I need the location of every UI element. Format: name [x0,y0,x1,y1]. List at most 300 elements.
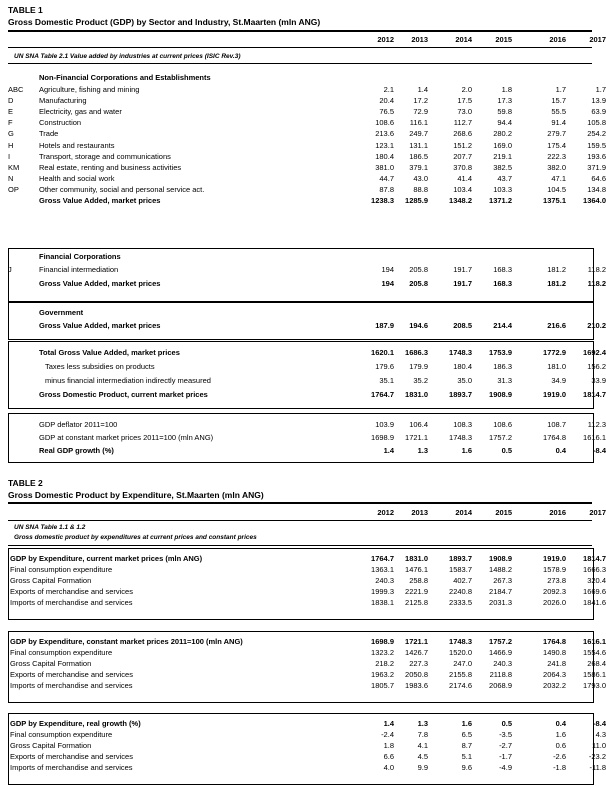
row-value-2015: 1908.9 [489,390,512,399]
row-value-2012: 108.6 [375,118,394,128]
row-label: Exports of merchandise and services [10,670,133,679]
year-header-2012: 2012 [377,508,394,517]
row-value-2013: 249.7 [409,129,428,139]
row-value-2014: 2333.5 [449,598,472,607]
row-value-2013: 9.9 [417,763,428,772]
row-code: D [8,96,14,106]
row-value-2015: 31.3 [497,376,512,385]
expenditure-row [8,647,606,658]
row-label: Transport, storage and communications [39,151,171,161]
row-label: GDP by Expenditure, constant market prices 2011=100 (mln ANG) [10,637,243,646]
row-code: N [8,173,14,183]
row-label: Gross Value Added, market prices [39,196,161,205]
row-value-2012: 180.4 [375,151,394,161]
row-value-2016: 2092.3 [543,587,566,596]
table1-note-rule [8,63,592,64]
year-header-2016: 2016 [549,508,566,517]
row-label: Taxes less subsidies on products [45,362,155,371]
industry-row [8,151,606,162]
year-header-2015: 2015 [495,508,512,517]
row-value-2015: 1757.2 [489,637,512,646]
row-value-2015: 0.5 [501,446,512,455]
row-value-2012: 1838.1 [371,598,394,607]
industry-row [8,95,606,106]
row-value-2014: 1748.3 [449,348,472,357]
row-value-2017: 1616.1 [583,433,606,442]
row-label: Gross Value Added, market prices [39,321,161,330]
row-value-2014: 108.3 [453,420,472,429]
row-value-2017: 1793.0 [583,681,606,690]
row-value-2012: 44.7 [379,173,394,183]
row-value-2017: 1814.7 [583,390,606,399]
row-label: Exports of merchandise and services [10,752,133,761]
row-value-2016: 181.0 [547,362,566,371]
row-value-2012: 218.2 [375,659,394,668]
row-value-2017: -8.4 [593,719,606,728]
table1-header-rule [8,47,592,48]
row-value-2014: 6.5 [461,730,472,739]
row-value-2013: 258.8 [409,576,428,585]
expenditure-row [8,740,606,751]
row-value-2015: 382.5 [493,162,512,172]
row-label: Electricity, gas and water [39,107,122,117]
expenditure-row [8,751,606,762]
row-value-2013: 227.3 [409,659,428,668]
row-label: Agriculture, fishing and mining [39,85,140,94]
row-value-2016: 1764.8 [543,433,566,442]
row-value-2013: 4.1 [417,741,428,750]
row-value-2013: 1.3 [417,719,428,728]
row-value-2013: 1831.0 [405,390,428,399]
row-value-2012: 20.4 [379,96,394,106]
row-label: Real GDP growth (%) [39,446,114,455]
gov-total-row [8,320,606,331]
row-value-2015: 267.3 [493,576,512,585]
row-value-2016: 1772.9 [543,348,566,357]
row-value-2017: 63.9 [591,107,606,117]
row-value-2015: -4.9 [499,763,512,772]
expenditure-row [8,762,606,773]
row-label: Imports of merchandise and services [10,763,133,772]
row-label: Gross Capital Formation [10,741,92,750]
row-value-2015: 219.1 [493,151,512,161]
row-value-2015: 1371.2 [489,196,512,205]
row-value-2015: 59.8 [497,107,512,117]
row-value-2017: 1586.1 [583,670,606,679]
row-value-2017: 320.4 [587,576,606,585]
row-value-2013: 106.4 [409,420,428,429]
row-value-2013: 1831.0 [405,554,428,563]
row-value-2014: 191.7 [453,279,472,288]
row-value-2016: 1.6 [555,730,566,739]
row-value-2017: 371.9 [587,162,606,172]
row-value-2015: 2031.3 [489,598,512,607]
row-value-2016: 222.3 [547,151,566,161]
row-value-2016: 1919.0 [543,390,566,399]
row-value-2013: 179.9 [409,362,428,371]
table2-header-rule [8,520,592,521]
row-label: Final consumption expenditure [10,648,113,657]
row-value-2014: 207.7 [453,151,472,161]
row-value-2015: 94.4 [497,118,512,128]
row-value-2015: 2118.8 [489,670,512,679]
row-value-2013: 72.9 [413,107,428,117]
row-value-2015: 168.3 [493,279,512,288]
expenditure-row [8,658,606,669]
row-label: Trade [39,129,59,139]
row-label: GDP deflator 2011=100 [39,420,118,429]
row-value-2016: 1764.8 [543,637,566,646]
row-value-2014: 180.4 [453,362,472,371]
row-value-2014: 1748.3 [449,433,472,442]
total-row [8,375,606,386]
row-code: H [8,140,14,150]
row-value-2017: 156.2 [587,362,606,371]
row-value-2017: 1692.4 [583,348,606,357]
row-value-2017: 13.9 [591,96,606,106]
row-value-2015: 169.0 [493,140,512,150]
industry-row [8,264,606,275]
row-value-2016: 0.4 [555,446,566,455]
row-label: Imports of merchandise and services [10,598,133,607]
row-value-2017: 118.2 [587,279,606,288]
row-value-2016: 2064.3 [543,670,566,679]
row-value-2017: 1.7 [595,85,606,94]
row-value-2014: 73.0 [457,107,472,117]
row-value-2016: 216.6 [547,321,566,330]
row-code: J [8,265,12,274]
row-value-2017: 1814.7 [583,554,606,563]
row-value-2017: 1841.6 [583,598,606,607]
row-value-2016: 181.2 [547,265,566,274]
row-value-2016: -1.8 [553,763,566,772]
row-value-2014: 9.6 [461,763,472,772]
table1-top-rule [8,30,592,32]
row-code: E [8,107,14,117]
row-value-2015: 108.6 [493,420,512,429]
row-value-2014: 247.0 [453,659,472,668]
row-value-2012: 123.1 [375,140,394,150]
row-label: Construction [39,118,82,128]
row-value-2016: 181.2 [547,279,566,288]
row-value-2013: 4.5 [417,752,428,761]
industry-row [8,84,606,95]
row-value-2014: 1583.7 [449,565,472,574]
row-value-2013: 194.6 [409,321,428,330]
row-value-2015: 0.5 [501,719,512,728]
year-header-2015: 2015 [495,35,512,44]
row-label: Other community, social and personal service act. [39,184,205,194]
row-value-2017: -8.4 [593,446,606,455]
industry-row [8,140,606,151]
row-value-2012: 87.8 [379,184,394,194]
row-value-2017: 159.5 [587,140,606,150]
row-label: GDP by Expenditure, current market prices (mln ANG) [10,554,203,563]
row-value-2016: 2026.0 [543,598,566,607]
table1-year-header [8,33,606,45]
row-value-2013: 1983.6 [405,681,428,690]
row-value-2015: 1466.9 [489,648,512,657]
row-value-2017: 1669.6 [583,587,606,596]
row-value-2017: 1554.6 [583,648,606,657]
row-value-2015: 1.8 [501,85,512,94]
expenditure-heading-row [8,636,606,647]
row-label: Gross Domestic Product, current market prices [39,390,208,399]
year-header-2016: 2016 [549,35,566,44]
row-value-2016: 382.0 [547,162,566,172]
row-label: Financial intermediation [39,265,119,274]
row-value-2017: 193.6 [587,151,606,161]
row-value-2014: 208.5 [453,321,472,330]
table2-year-header [8,506,606,518]
row-label: GDP at constant market prices 2011=100 (mln ANG) [39,433,214,442]
expenditure-row [8,597,606,608]
row-value-2012: 1805.7 [371,681,394,690]
row-label: Final consumption expenditure [10,565,113,574]
row-value-2012: 1.4 [383,719,394,728]
row-value-2015: 43.7 [497,173,512,183]
row-value-2013: 2221.9 [405,587,428,596]
table1-caption: TABLE 1 [8,5,43,15]
row-label: Real estate, renting and business activities [39,162,182,172]
table1-title: Gross Domestic Product (GDP) by Sector and Industry, St.Maarten (mln ANG) [8,17,321,27]
row-value-2016: 47.1 [551,173,566,183]
row-value-2017: 33.9 [591,376,606,385]
row-value-2017: 64.6 [591,173,606,183]
row-label: Gross Capital Formation [10,576,92,585]
row-value-2014: 112.7 [453,118,472,128]
row-value-2013: 1285.9 [405,196,428,205]
total-row [8,389,606,400]
gov-heading: Government [39,308,84,317]
row-value-2016: 104.5 [547,184,566,194]
row-value-2014: 1893.7 [449,554,472,563]
row-code: F [8,118,13,128]
row-value-2017: 210.2 [587,321,606,330]
row-value-2012: 103.9 [375,420,394,429]
row-value-2012: 194 [381,279,394,288]
row-value-2016: 0.6 [555,741,566,750]
industry-row [8,128,606,139]
row-code: G [8,129,14,139]
row-value-2013: 35.2 [413,376,428,385]
row-value-2017: 1364.0 [583,196,606,205]
row-value-2012: 1999.3 [371,587,394,596]
row-value-2014: 1520.0 [449,648,472,657]
expenditure-row [8,564,606,575]
row-value-2017: 11.0 [591,741,606,750]
row-value-2014: 1748.3 [449,637,472,646]
row-value-2013: 1.3 [417,446,428,455]
year-header-2017: 2017 [589,508,606,517]
row-label: Gross Capital Formation [10,659,92,668]
row-label: Imports of merchandise and services [10,681,133,690]
row-label: Final consumption expenditure [10,730,113,739]
row-value-2015: 17.3 [497,96,512,106]
row-value-2017: 254.2 [587,129,606,139]
table1-note: UN SNA Table 2.1 Value added by industries at current prices (ISIC Rev.3) [14,53,241,60]
row-value-2013: 205.8 [409,265,428,274]
fc-heading: Financial Corporations [39,252,121,261]
row-value-2015: -1.7 [499,752,512,761]
row-value-2016: 55.5 [551,107,566,117]
year-header-2017: 2017 [589,35,606,44]
row-value-2016: 279.7 [547,129,566,139]
row-value-2014: 2174.6 [449,681,472,690]
row-value-2015: 1908.9 [489,554,512,563]
industry-row [8,184,606,195]
row-value-2012: 4.0 [383,763,394,772]
row-value-2014: 2240.8 [449,587,472,596]
table2-note-rule [8,545,592,546]
deflator-row [8,445,606,456]
row-value-2016: 108.7 [547,420,566,429]
row-value-2014: 5.1 [461,752,472,761]
expenditure-heading-row [8,553,606,564]
year-header-2013: 2013 [411,508,428,517]
row-value-2014: 402.7 [453,576,472,585]
row-value-2014: 2155.8 [449,670,472,679]
row-value-2014: 1.6 [461,446,472,455]
row-value-2013: 116.1 [409,118,428,128]
expenditure-row [8,669,606,680]
row-value-2013: 88.8 [413,184,428,194]
row-value-2017: 105.8 [587,118,606,128]
row-value-2016: -2.6 [553,752,566,761]
row-value-2015: 103.3 [493,184,512,194]
row-value-2014: 17.5 [457,96,472,106]
row-label: minus financial intermediation indirectly measured [45,376,211,385]
row-value-2012: 1620.1 [371,348,394,357]
row-label: Total Gross Value Added, market prices [39,348,180,357]
row-value-2013: 7.8 [417,730,428,739]
deflator-row [8,432,606,443]
row-value-2016: 1919.0 [543,554,566,563]
row-value-2012: 1698.9 [371,637,394,646]
row-value-2015: 240.3 [493,659,512,668]
row-value-2014: 35.0 [457,376,472,385]
row-label: Health and social work [39,173,115,183]
row-value-2012: 213.6 [375,129,394,139]
row-value-2017: 268.4 [587,659,606,668]
industry-row [8,173,606,184]
row-value-2016: 1375.1 [543,196,566,205]
row-value-2015: 2184.7 [489,587,512,596]
row-value-2012: 194 [381,265,394,274]
row-value-2012: 1238.3 [371,196,394,205]
row-value-2015: 2068.9 [489,681,512,690]
row-value-2012: 2.1 [383,85,394,94]
row-value-2012: 35.1 [379,376,394,385]
row-value-2012: 1363.1 [371,565,394,574]
nfc-heading: Non-Financial Corporations and Establishments [39,73,211,82]
row-value-2013: 1686.3 [405,348,428,357]
row-value-2015: 1488.2 [489,565,512,574]
row-value-2016: 91.4 [551,118,566,128]
expenditure-row [8,586,606,597]
expenditure-heading-row [8,718,606,729]
year-header-2013: 2013 [411,35,428,44]
row-label: Exports of merchandise and services [10,587,133,596]
expenditure-row [8,575,606,586]
row-value-2012: 76.5 [379,107,394,117]
row-value-2015: 1753.9 [489,348,512,357]
row-value-2012: 240.3 [375,576,394,585]
row-value-2016: 1578.9 [543,565,566,574]
row-value-2012: 1.8 [383,741,394,750]
fc-total-row [8,278,606,289]
row-value-2014: 1.6 [461,719,472,728]
row-value-2015: 186.3 [493,362,512,371]
row-code: ABC [8,85,24,94]
row-value-2016: 1490.8 [543,648,566,657]
row-value-2015: 280.2 [493,129,512,139]
expenditure-row [8,680,606,691]
industry-row [8,106,606,117]
table2-top-rule [8,502,592,504]
row-value-2015: -3.5 [499,730,512,739]
row-value-2014: 2.0 [461,85,472,94]
row-code: KM [8,162,20,172]
row-value-2017: 118.2 [587,265,606,274]
row-value-2016: 1.7 [555,85,566,94]
row-value-2012: 1323.2 [371,648,394,657]
row-label: Hotels and restaurants [39,140,115,150]
nfc-total-row [8,195,606,206]
row-value-2014: 41.4 [457,173,472,183]
row-value-2015: 168.3 [493,265,512,274]
row-value-2014: 151.2 [453,140,472,150]
row-value-2016: 15.7 [551,96,566,106]
row-value-2013: 1476.1 [405,565,428,574]
row-value-2016: 34.9 [551,376,566,385]
row-value-2012: 187.9 [375,321,394,330]
row-value-2013: 1426.7 [405,648,428,657]
row-label: GDP by Expenditure, real growth (%) [10,719,141,728]
row-value-2017: 134.8 [587,184,606,194]
row-label: Gross Value Added, market prices [39,279,161,288]
year-header-2012: 2012 [377,35,394,44]
row-value-2013: 1.4 [417,85,428,94]
deflator-row [8,419,606,430]
row-code: OP [8,184,19,194]
row-value-2013: 186.5 [409,151,428,161]
row-code: I [8,151,11,161]
total-row [8,361,606,372]
row-value-2014: 370.8 [453,162,472,172]
row-value-2016: 175.4 [547,140,566,150]
row-value-2014: 1893.7 [449,390,472,399]
row-value-2013: 43.0 [413,173,428,183]
row-value-2012: 381.0 [375,162,394,172]
row-value-2017: 4.3 [595,730,606,739]
row-value-2013: 2050.8 [405,670,428,679]
industry-row [8,162,606,173]
row-value-2015: 214.4 [493,321,512,330]
row-value-2013: 2125.8 [405,598,428,607]
row-value-2013: 379.1 [409,162,428,172]
row-value-2014: 191.7 [453,265,472,274]
expenditure-row [8,729,606,740]
year-header-2014: 2014 [455,508,472,517]
row-value-2014: 1348.2 [449,196,472,205]
row-value-2013: 17.2 [413,96,428,106]
table2-note-2: Gross domestic product by expenditures at current prices and constant prices [14,534,257,541]
row-value-2017: -23.2 [588,752,606,761]
row-value-2014: 268.6 [453,129,472,139]
row-value-2014: 103.4 [453,184,472,194]
table2-title: Gross Domestic Product by Expenditure, St.Maarten (mln ANG) [8,490,264,500]
